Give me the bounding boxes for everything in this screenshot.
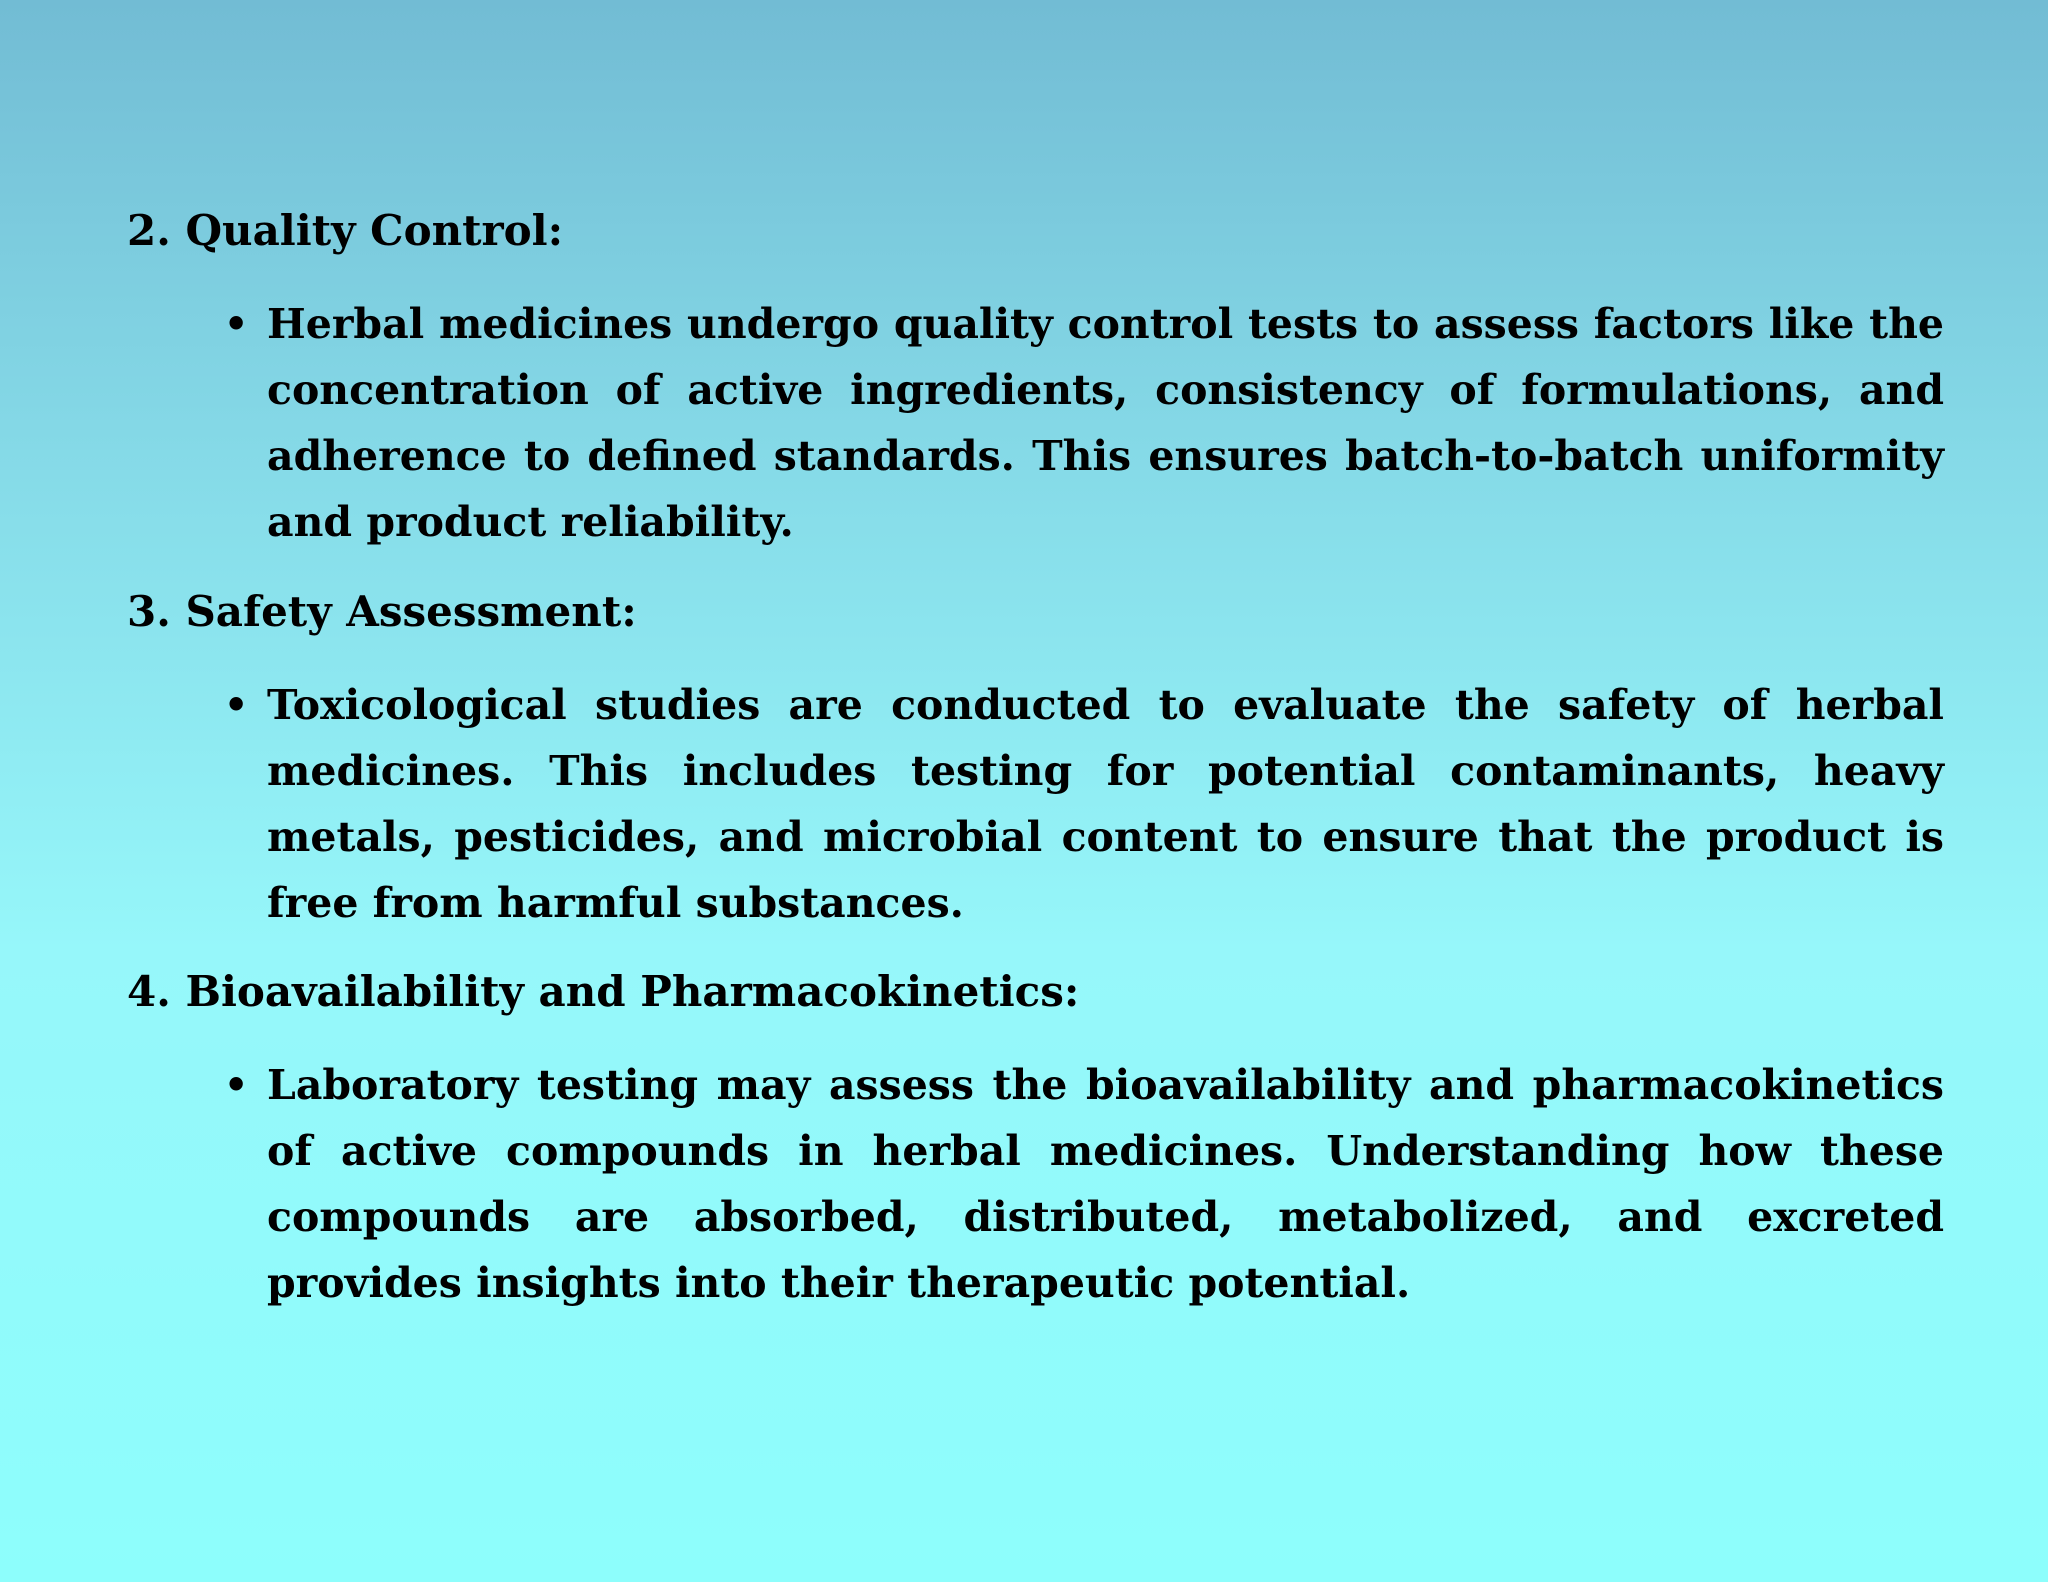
section-heading: 2. Quality Control: bbox=[127, 206, 564, 255]
section-heading: 3. Safety Assessment: bbox=[127, 587, 637, 636]
bullet-item bbox=[224, 672, 1944, 936]
bullet-icon: • bbox=[224, 1062, 249, 1107]
section-heading: 4. Bioavailability and Pharmacokinetics: bbox=[127, 967, 1080, 1016]
section-bioavailability bbox=[127, 966, 1952, 1316]
section-quality-control bbox=[127, 205, 1952, 555]
bullet-text: Laboratory testing may assess the bioavailability and pharmacokinetics of active compounds in herbal medicines. Understanding how these compounds are absorbed, distributed, metabolized, and excreted provides insights into their therapeutic potential. bbox=[267, 1061, 1944, 1307]
bullet-icon: • bbox=[224, 682, 249, 727]
bullet-item bbox=[224, 291, 1944, 555]
bullet-icon: • bbox=[224, 301, 249, 346]
bullet-text: Toxicological studies are conducted to evaluate the safety of herbal medicines. This includes testing for potential contaminants, heavy metals, pesticides, and microbial content to ensure that the product is free from harmful substances. bbox=[267, 681, 1944, 927]
bullet-text: Herbal medicines undergo quality control tests to assess factors like the concentration of active ingredients, consistency of formulations, and adherence to defined standards. This ensures batch-to-batch uniformity and product reliability. bbox=[267, 300, 1944, 546]
section-safety-assessment bbox=[127, 586, 1952, 936]
bullet-item bbox=[224, 1052, 1944, 1316]
